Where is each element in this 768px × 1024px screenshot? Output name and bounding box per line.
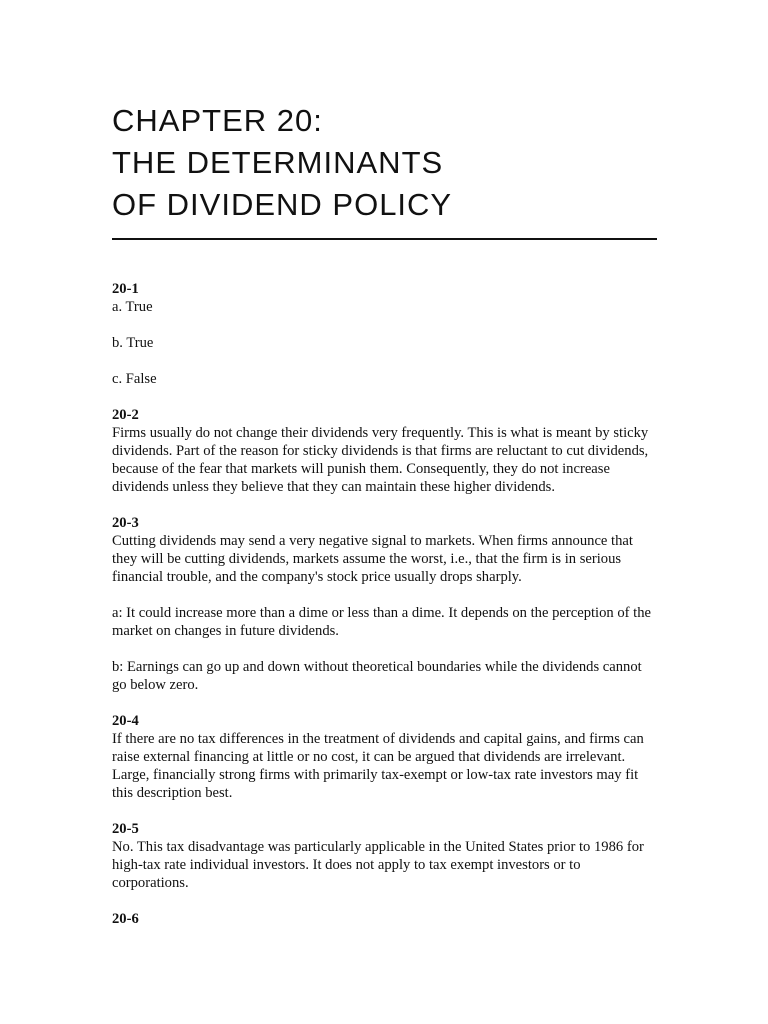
section-20-3 [112, 514, 657, 694]
title-divider [112, 238, 657, 240]
section-heading: 20-3 [112, 515, 139, 531]
chapter-title-line-1: CHAPTER 20: [112, 103, 323, 138]
section-heading: 20-4 [112, 713, 139, 729]
section-heading: 20-2 [112, 407, 139, 423]
answer-paragraph: b: Earnings can go up and down without theoretical boundaries while the dividends cannot go below zero. [112, 659, 642, 693]
chapter-title-line-2: THE DETERMINANTS [112, 145, 444, 180]
answer-paragraph: Firms usually do not change their dividends very frequently. This is what is meant by sticky dividends. Part of the reason for sticky dividends is that firms are reluctant to cut dividends, because of the fear that markets will punish them. Consequently, they do not increase dividends unless they believe that they can maintain these higher dividends. [112, 425, 649, 495]
answer-paragraph: a: It could increase more than a dime or less than a dime. It depends on the perception of the market on changes in future dividends. [112, 605, 651, 639]
section-20-5 [112, 820, 657, 892]
section-heading: 20-6 [112, 911, 139, 927]
section-heading: 20-1 [112, 281, 139, 297]
answers-content [112, 280, 657, 946]
chapter-title-line-3: OF DIVIDEND POLICY [112, 187, 453, 222]
answer-paragraph: No. This tax disadvantage was particularly applicable in the United States prior to 1986 for high-tax rate individual investors. It does not apply to tax exempt investors or to corporations. [112, 839, 644, 891]
section-20-4 [112, 712, 657, 802]
section-20-2 [112, 406, 657, 496]
section-20-6 [112, 910, 657, 928]
answer-paragraph: If there are no tax differences in the treatment of dividends and capital gains, and firms can raise external financing at little or no cost, it can be argued that dividends are irrelevant. Large, financially strong firms with primarily tax-exempt or low-tax rate investors may fit this description best. [112, 731, 644, 801]
answer-paragraph: Cutting dividends may send a very negative signal to markets. When firms announce that they will be cutting dividends, markets assume the worst, i.e., that the firm is in serious financial trouble, and the company's stock price usually drops sharply. [112, 533, 633, 585]
answer-paragraph: b. True [112, 335, 154, 351]
chapter-title [112, 100, 657, 226]
section-heading: 20-5 [112, 821, 139, 837]
section-20-1 [112, 280, 657, 388]
answer-paragraph: c. False [112, 371, 157, 387]
answer-paragraph: a. True [112, 299, 153, 315]
